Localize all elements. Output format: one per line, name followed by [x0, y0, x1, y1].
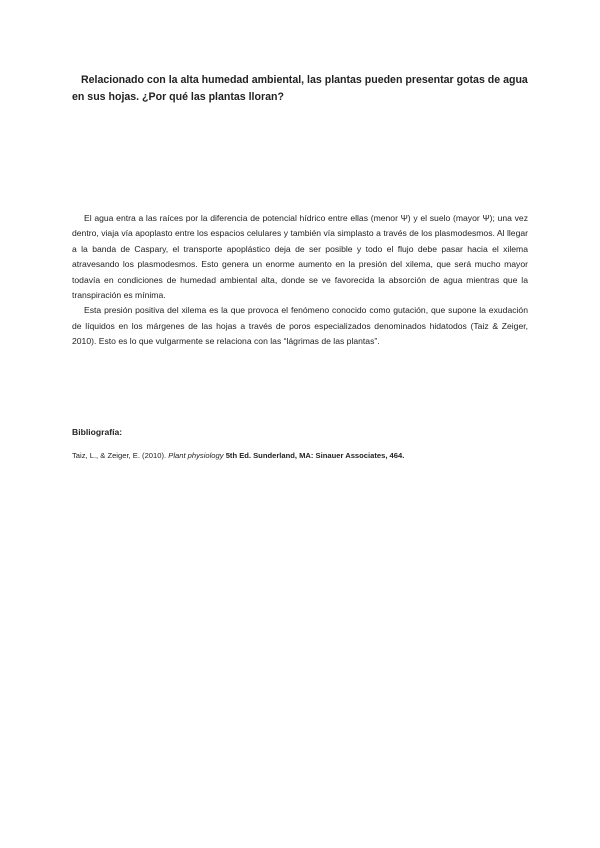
bibliography-reference — [72, 451, 532, 460]
bibliography-heading: Bibliografía: — [72, 427, 123, 437]
reference-details: 5th Ed. Sunderland, MA: Sinauer Associates, 464. — [225, 451, 405, 460]
question-title: Relacionado con la alta humedad ambiental, las plantas pueden presentar gotas de agua en sus hojas. ¿Por qué las plantas lloran? — [72, 74, 528, 103]
reference-book-title: Plant physiology — [168, 451, 224, 460]
answer-body — [72, 211, 528, 350]
reference-authors: Taiz, L., & Zeiger, E. (2010). — [72, 451, 167, 460]
paragraph-2: Esta presión positiva del xilema es la que provoca el fenómeno conocido como gutación, que supone la exudación de líquidos en los márgenes de las hojas a través de poros especializados denominados hidatodos (Taiz & Zeiger, 2010). Esto es lo que vulgarmente se relaciona con las “lágrimas de las plantas”. — [72, 305, 528, 347]
paragraph-1: El agua entra a las raíces por la diferencia de potencial hídrico entre ellas (menor Ψ) y el suelo (mayor Ψ); una vez dentro, viaja vía apoplasto entre los espacios celulares y también vía simplasto a través de los plasmodesmos. Al llegar a la banda de Caspary, el transporte apoplástico deja de ser posible y todo el flujo debe pasar hacia el xilema atravesando los plasmodesmos. Esto genera un enorme aumento en la presión del xilema, que será mucho mayor todavía en condiciones de humedad ambiental alta, donde se ve favorecida la absorción de agua mientras que la transpiración es mínima. — [72, 213, 528, 301]
